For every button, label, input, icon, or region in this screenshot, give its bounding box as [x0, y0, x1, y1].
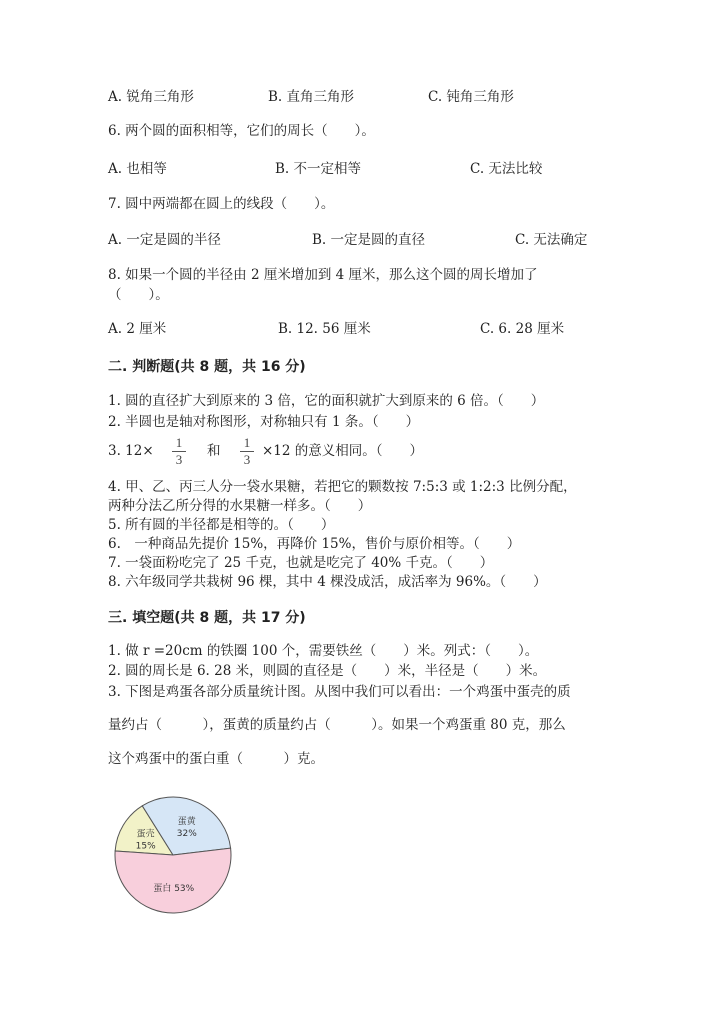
fill-item-3-line1: 3. 下图是鸡蛋各部分质量统计图。从图中我们可以看出：一个鸡蛋中蛋壳的质 — [108, 684, 571, 700]
q7-stem: 7. 圆中两端都在圆上的线段（ ）。 — [108, 196, 335, 212]
judge-item-8: 8. 六年级同学共栽树 96 棵，其中 4 棵没成活，成活率为 96%。（ ） — [108, 574, 547, 590]
q6-option-c: C. 无法比较 — [470, 161, 543, 177]
pie-label-0-1: 15% — [135, 841, 156, 852]
q8-stem-line2: （ ）。 — [108, 287, 169, 303]
q8-option-b: B. 12. 56 厘米 — [278, 321, 371, 337]
fraction-numerator: 1 — [175, 435, 183, 450]
judge-item-3-prefix: 3. 12× — [108, 443, 154, 459]
judge-item-1: 1. 圆的直径扩大到原来的 3 倍，它的面积就扩大到原来的 6 倍。（ ） — [108, 393, 545, 409]
fill-item-3-line2: 量约占（ ），蛋黄的质量约占（ ）。如果一个鸡蛋重 80 克，那么 — [108, 717, 566, 733]
q8-option-a: A. 2 厘米 — [108, 321, 167, 337]
section-2-title: 二. 判断题(共 8 题，共 16 分) — [108, 359, 306, 375]
fraction-one-third-b — [240, 436, 254, 467]
fill-item-1: 1. 做 r =20cm 的铁圈 100 个，需要铁丝（ ）米。列式：（ ）。 — [108, 643, 539, 659]
judge-item-3-suffix: ×12 的意义相同。（ ） — [262, 443, 424, 459]
fill-item-2: 2. 圆的周长是 6. 28 米，则圆的直径是（ ）米，半径是（ ）米。 — [108, 663, 547, 679]
q5-option-b: B. 直角三角形 — [268, 89, 355, 105]
section-3-title: 三. 填空题(共 8 题，共 17 分) — [108, 610, 306, 626]
egg-composition-pie-chart — [110, 792, 236, 918]
judge-item-3-and: 和 — [207, 443, 221, 459]
q6-stem: 6. 两个圆的面积相等，它们的周长（ ）。 — [108, 123, 375, 139]
q8-stem-line1: 8. 如果一个圆的半径由 2 厘米增加到 4 厘米，那么这个圆的周长增加了 — [108, 267, 538, 283]
pie-label-0-0: 蛋壳 — [136, 829, 155, 840]
fraction-denominator: 3 — [175, 452, 183, 467]
q8-option-c: C. 6. 28 厘米 — [480, 321, 565, 337]
pie-label-1-1: 32% — [176, 829, 197, 840]
q7-option-a: A. 一定是圆的半径 — [108, 232, 221, 248]
judge-item-4-line1: 4. 甲、乙、丙三人分一袋水果糖，若把它的颗数按 7:5:3 或 1:2:3 比例分配， — [108, 479, 577, 495]
q6-option-b: B. 不一定相等 — [275, 161, 362, 177]
pie-label-1-0: 蛋黄 — [177, 817, 196, 828]
q7-option-c: C. 无法确定 — [515, 232, 588, 248]
fraction-denominator: 3 — [243, 452, 251, 467]
judge-item-4-line2: 两种分法乙所分得的水果糖一样多。（ ） — [108, 498, 372, 514]
q6-option-a: A. 也相等 — [108, 161, 167, 177]
judge-item-7: 7. 一袋面粉吃完了 25 千克，也就是吃完了 40% 千克。（ ） — [108, 555, 494, 571]
pie-label-2-0: 蛋白 53% — [153, 883, 195, 894]
pie-slice-2 — [115, 848, 231, 913]
judge-item-5: 5. 所有圆的半径都是相等的。（ ） — [108, 517, 335, 533]
judge-item-2: 2. 半圆也是轴对称图形，对称轴只有 1 条。（ ） — [108, 414, 420, 430]
q7-option-b: B. 一定是圆的直径 — [312, 232, 426, 248]
fraction-numerator: 1 — [243, 435, 251, 450]
fill-item-3-line3: 这个鸡蛋中的蛋白重（ ）克。 — [108, 751, 324, 767]
judge-item-6: 6. 一种商品先提价 15%，再降价 15%，售价与原价相等。（ ） — [108, 536, 521, 552]
q5-option-c: C. 钝角三角形 — [428, 89, 514, 105]
q5-option-a: A. 锐角三角形 — [108, 89, 194, 105]
fraction-one-third-a — [172, 436, 186, 467]
